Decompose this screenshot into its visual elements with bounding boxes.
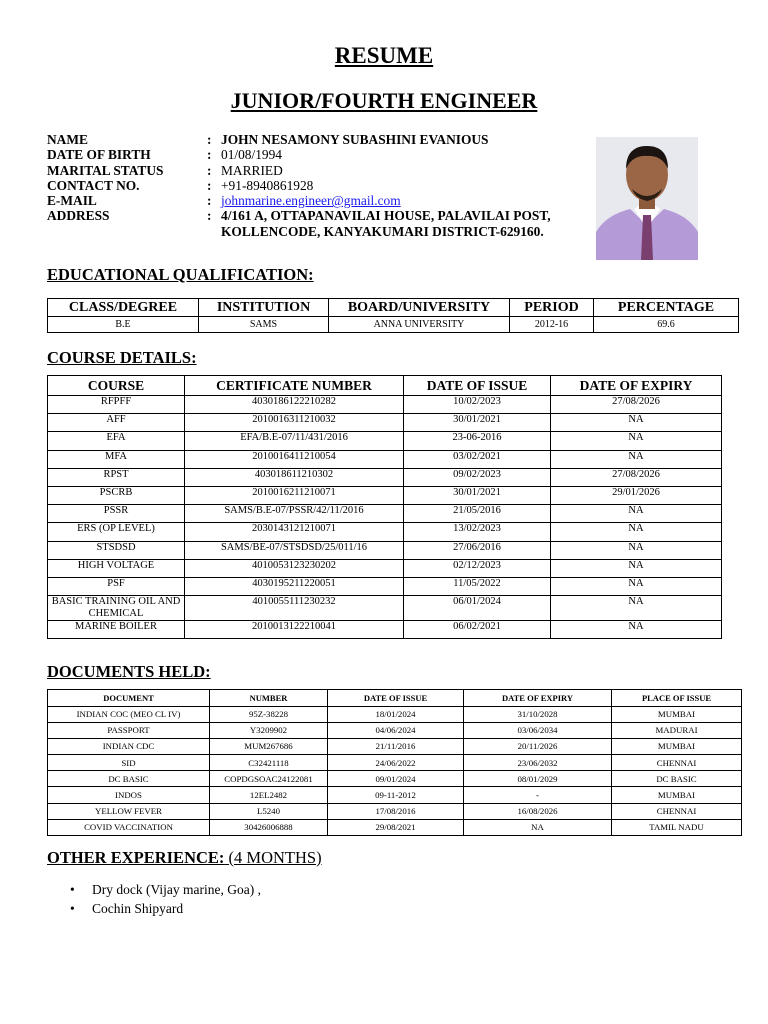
personal-row [47, 208, 592, 239]
table-cell: 23/06/2032 [464, 755, 612, 771]
table-row [48, 771, 742, 787]
table-cell: PSF [48, 577, 185, 595]
table-cell: Y3209902 [210, 722, 328, 738]
personal-value: MARRIED [221, 162, 283, 178]
table-cell: AFF [48, 414, 185, 432]
colon-separator: : [207, 162, 212, 178]
experience-list [70, 880, 261, 918]
courses-table [47, 375, 722, 639]
personal-value [221, 193, 592, 208]
table-cell: 09/02/2023 [404, 468, 551, 486]
table-cell: SAMS [199, 317, 329, 333]
table-row [48, 396, 722, 414]
table-cell: NA [551, 432, 722, 450]
table-row [48, 819, 742, 835]
personal-row [47, 163, 592, 178]
table-row [48, 803, 742, 819]
table-cell: 10/02/2023 [404, 396, 551, 414]
table-cell: DC BASIC [48, 771, 210, 787]
table-row [48, 317, 739, 333]
table-cell: NA [551, 596, 722, 621]
table-row [48, 621, 722, 639]
table-cell: NA [464, 819, 612, 835]
table-cell: 03/06/2034 [464, 722, 612, 738]
table-cell: NA [551, 621, 722, 639]
email-link[interactable]: johnmarine.engineer@gmail.com [221, 193, 401, 209]
education-heading: EDUCATIONAL QUALIFICATION: [47, 265, 314, 284]
column-header: DATE OF EXPIRY [551, 376, 722, 396]
table-row [48, 706, 742, 722]
table-cell: SID [48, 755, 210, 771]
table-cell: INDIAN CDC [48, 738, 210, 754]
table-cell: CHENNAI [612, 803, 742, 819]
table-header-row [48, 299, 739, 317]
column-header: DATE OF ISSUE [328, 690, 464, 707]
colon-separator: : [207, 193, 212, 209]
table-row [48, 541, 722, 559]
table-cell: 4030186122210282 [185, 396, 404, 414]
table-cell: 4010053123230202 [185, 559, 404, 577]
experience-duration: (4 MONTHS) [228, 848, 322, 867]
table-cell: 2030143121210071 [185, 523, 404, 541]
table-cell: ERS (OP LEVEL) [48, 523, 185, 541]
education-table [47, 298, 739, 333]
table-cell: 09/01/2024 [328, 771, 464, 787]
table-header-row [48, 376, 722, 396]
table-cell: MFA [48, 450, 185, 468]
table-cell: MUMBAI [612, 738, 742, 754]
table-cell: 08/01/2029 [464, 771, 612, 787]
table-row [48, 722, 742, 738]
table-cell: DC BASIC [612, 771, 742, 787]
column-header: PLACE OF ISSUE [612, 690, 742, 707]
table-cell: 95Z-38228 [210, 706, 328, 722]
table-cell: 20/11/2026 [464, 738, 612, 754]
table-cell: NA [551, 559, 722, 577]
table-cell: 30/01/2021 [404, 486, 551, 504]
personal-value [221, 208, 592, 239]
table-cell: ANNA UNIVERSITY [329, 317, 510, 333]
table-header-row [48, 690, 742, 707]
address-line: 4/161 A, OTTAPANAVILAI HOUSE, PALAVILAI POST, [221, 208, 551, 224]
personal-label: MARITAL STATUS [47, 162, 164, 178]
table-cell: PSCRB [48, 486, 185, 504]
table-cell: 31/10/2028 [464, 706, 612, 722]
documents-heading: DOCUMENTS HELD: [47, 662, 211, 681]
profile-photo [596, 137, 698, 260]
table-cell: COVID VACCINATION [48, 819, 210, 835]
table-row [48, 787, 742, 803]
table-cell: NA [551, 577, 722, 595]
table-cell: 2012-16 [510, 317, 594, 333]
table-row [48, 432, 722, 450]
table-row [48, 450, 722, 468]
table-row [48, 596, 722, 621]
table-row [48, 486, 722, 504]
table-row [48, 577, 722, 595]
table-cell: PASSPORT [48, 722, 210, 738]
table-cell: INDIAN COC (MEO CL IV) [48, 706, 210, 722]
table-cell: MARINE BOILER [48, 621, 185, 639]
personal-row [47, 178, 592, 193]
table-cell: 06/02/2021 [404, 621, 551, 639]
table-cell: - [464, 787, 612, 803]
table-cell: 2010013122210041 [185, 621, 404, 639]
experience-heading-label: OTHER EXPERIENCE: [47, 848, 225, 867]
personal-label: NAME [47, 132, 88, 147]
table-cell: 69.6 [594, 317, 739, 333]
table-cell: NA [551, 414, 722, 432]
table-cell: 16/08/2026 [464, 803, 612, 819]
table-cell: STSDSD [48, 541, 185, 559]
table-cell: 2010016211210071 [185, 486, 404, 504]
table-cell: RFPFF [48, 396, 185, 414]
personal-row [47, 193, 592, 208]
table-cell: CHENNAI [612, 755, 742, 771]
colon-separator: : [207, 132, 212, 147]
column-header: BOARD/UNIVERSITY [329, 299, 510, 317]
courses-heading: COURSE DETAILS: [47, 348, 197, 367]
table-cell: MUM267686 [210, 738, 328, 754]
table-cell: EFA [48, 432, 185, 450]
colon-separator: : [207, 177, 212, 193]
table-cell: 2010016311210032 [185, 414, 404, 432]
documents-table [47, 689, 742, 836]
table-cell: HIGH VOLTAGE [48, 559, 185, 577]
personal-value: JOHN NESAMONY SUBASHINI EVANIOUS [221, 132, 489, 147]
table-row [48, 755, 742, 771]
table-cell: PSSR [48, 505, 185, 523]
list-item: • Dry dock (Vijay marine, Goa) , [70, 880, 261, 899]
table-cell: 30426006888 [210, 819, 328, 835]
table-cell: 18/01/2024 [328, 706, 464, 722]
resume-title: RESUME [334, 43, 434, 68]
table-cell: 09-11-2012 [328, 787, 464, 803]
table-cell: 21/11/2016 [328, 738, 464, 754]
table-cell: 2010016411210054 [185, 450, 404, 468]
table-row [48, 468, 722, 486]
column-header: DATE OF EXPIRY [464, 690, 612, 707]
table-cell: INDOS [48, 787, 210, 803]
column-header: NUMBER [210, 690, 328, 707]
table-row [48, 414, 722, 432]
table-cell: MUMBAI [612, 706, 742, 722]
colon-separator: : [207, 147, 212, 163]
personal-value: 01/08/1994 [221, 147, 283, 163]
table-cell: MUMBAI [612, 787, 742, 803]
personal-label: CONTACT NO. [47, 177, 140, 193]
table-cell: 403018611210302 [185, 468, 404, 486]
table-cell: 17/08/2016 [328, 803, 464, 819]
column-header: CERTIFICATE NUMBER [185, 376, 404, 396]
table-cell: 02/12/2023 [404, 559, 551, 577]
table-cell: 12EL2482 [210, 787, 328, 803]
table-row [48, 505, 722, 523]
table-cell: NA [551, 505, 722, 523]
table-cell: C32421118 [210, 755, 328, 771]
table-cell: L5240 [210, 803, 328, 819]
address-line: KOLLENCODE, KANYAKUMARI DISTRICT-629160. [221, 223, 544, 239]
table-cell: TAMIL NADU [612, 819, 742, 835]
table-row [48, 738, 742, 754]
personal-value: +91-8940861928 [221, 177, 314, 193]
colon-separator: : [207, 208, 212, 224]
personal-label: ADDRESS [47, 208, 110, 224]
table-cell: 27/08/2026 [551, 468, 722, 486]
table-cell: COPDGSOAC24122081 [210, 771, 328, 787]
column-header: CLASS/DEGREE [48, 299, 199, 317]
column-header: PERIOD [510, 299, 594, 317]
table-cell: NA [551, 541, 722, 559]
table-cell: NA [551, 523, 722, 541]
personal-row [47, 132, 592, 147]
table-cell: MADURAI [612, 722, 742, 738]
experience-heading [47, 848, 322, 868]
table-cell: 21/05/2016 [404, 505, 551, 523]
table-cell: 29/01/2026 [551, 486, 722, 504]
table-cell: 06/01/2024 [404, 596, 551, 621]
column-header: COURSE [48, 376, 185, 396]
table-cell: 4030195211220051 [185, 577, 404, 595]
table-cell: 27/08/2026 [551, 396, 722, 414]
column-header: INSTITUTION [199, 299, 329, 317]
table-cell: 13/02/2023 [404, 523, 551, 541]
table-cell: 29/08/2021 [328, 819, 464, 835]
table-cell: RPST [48, 468, 185, 486]
table-cell: 23-06-2016 [404, 432, 551, 450]
table-row [48, 523, 722, 541]
table-cell: 04/06/2024 [328, 722, 464, 738]
position-title: JUNIOR/FOURTH ENGINEER [230, 88, 538, 113]
table-cell: SAMS/B.E-07/PSSR/42/11/2016 [185, 505, 404, 523]
table-row [48, 559, 722, 577]
table-cell: EFA/B.E-07/11/431/2016 [185, 432, 404, 450]
table-cell: 11/05/2022 [404, 577, 551, 595]
column-header: PERCENTAGE [594, 299, 739, 317]
table-cell: NA [551, 450, 722, 468]
table-cell: 27/06/2016 [404, 541, 551, 559]
table-cell: 24/06/2022 [328, 755, 464, 771]
table-cell: 4010055111230232 [185, 596, 404, 621]
column-header: DOCUMENT [48, 690, 210, 707]
table-cell: BASIC TRAINING OIL AND CHEMICAL [48, 596, 185, 621]
list-item: • Cochin Shipyard [70, 899, 261, 918]
column-header: DATE OF ISSUE [404, 376, 551, 396]
personal-details [47, 132, 592, 239]
personal-label: E-MAIL [47, 193, 97, 209]
table-cell: YELLOW FEVER [48, 803, 210, 819]
table-cell: SAMS/BE-07/STSDSD/25/011/16 [185, 541, 404, 559]
table-cell: 30/01/2021 [404, 414, 551, 432]
table-cell: 03/02/2021 [404, 450, 551, 468]
table-cell: B.E [48, 317, 199, 333]
personal-row [47, 147, 592, 162]
personal-label: DATE OF BIRTH [47, 147, 151, 163]
